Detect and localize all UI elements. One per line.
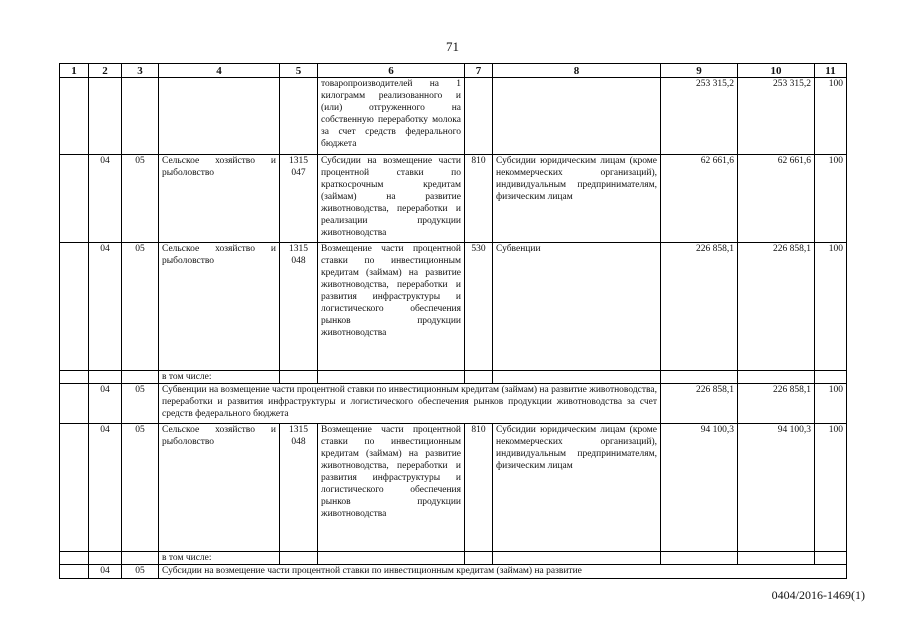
percent-executed: 100 [815, 243, 847, 371]
cell-empty [60, 243, 89, 371]
amount-planned: 226 858,1 [661, 243, 738, 371]
header-cell: 3 [122, 64, 159, 78]
expense-description: Возмещение части процентной ставки по инвестиционным кредитам (займам) на развитие животноводства, переработки и развития инфраструктуры и логистического обеспечения рынков продукции животноводства [318, 424, 465, 552]
document-code: 0404/2016-1469(1) [771, 588, 865, 602]
table-row [60, 78, 847, 155]
amount-planned: 62 661,6 [661, 155, 738, 243]
header-cell: 8 [493, 64, 661, 78]
cell-empty [89, 78, 122, 155]
expense-type-name: Субвенции [493, 243, 661, 371]
header-cell: 11 [815, 64, 847, 78]
expense-type-name: Субсидии юридическим лицам (кроме некоммерческих организаций), индивидуальным предпринимателям, физическим лицам [493, 155, 661, 243]
header-cell: 5 [280, 64, 318, 78]
expense-type-code: 530 [465, 243, 493, 371]
cell-empty [493, 552, 661, 565]
page-number: 71 [446, 39, 459, 54]
cell-empty [318, 552, 465, 565]
table-row [60, 552, 847, 565]
table-row [60, 371, 847, 384]
section-code: 04 [89, 565, 122, 579]
cell-empty [60, 565, 89, 579]
subvention-description: Субвенции на возмещение части процентной ставки по инвестиционным кредитам (займам) на развитие животноводства, переработки и развития инфраструктуры и логистического обеспечения рынков продукции животноводства за счет средств федерального бюджета [159, 384, 661, 424]
section-name: Сельское хозяйство и рыболовство [159, 155, 280, 243]
cell-empty [60, 384, 89, 424]
table-row [60, 243, 847, 371]
amount-planned: 253 315,2 [661, 78, 738, 155]
cell-empty [89, 552, 122, 565]
cell-empty [493, 78, 661, 155]
cell-empty [60, 552, 89, 565]
table-row [60, 155, 847, 243]
expense-type-name: Субсидии юридическим лицам (кроме некоммерческих организаций), индивидуальным предпринимателям, физическим лицам [493, 424, 661, 552]
including-label: в том числе: [159, 371, 280, 384]
cell-empty [89, 371, 122, 384]
header-row [60, 64, 847, 78]
cell-empty [815, 371, 847, 384]
table-row [60, 384, 847, 424]
section-code: 04 [89, 155, 122, 243]
cell-empty [661, 371, 738, 384]
percent-executed: 100 [815, 78, 847, 155]
amount-executed: 62 661,6 [738, 155, 815, 243]
header-cell: 2 [89, 64, 122, 78]
cell-empty [280, 78, 318, 155]
amount-planned: 94 100,3 [661, 424, 738, 552]
header-cell: 10 [738, 64, 815, 78]
cell-empty [815, 552, 847, 565]
percent-executed: 100 [815, 384, 847, 424]
budget-table [59, 63, 847, 579]
cell-empty [122, 371, 159, 384]
cell-empty [280, 552, 318, 565]
cell-empty [661, 552, 738, 565]
cell-empty [60, 371, 89, 384]
amount-executed: 253 315,2 [738, 78, 815, 155]
cell-empty [122, 78, 159, 155]
section-name: Сельское хозяйство и рыболовство [159, 243, 280, 371]
cell-empty [465, 552, 493, 565]
cell-empty [465, 371, 493, 384]
expense-description: товаропроизводителей на 1 килограмм реализованного и (или) отгруженного на собственную переработку молока за счет средств федерального бюджета [318, 78, 465, 155]
header-cell: 1 [60, 64, 89, 78]
expense-type-code: 810 [465, 424, 493, 552]
header-cell: 7 [465, 64, 493, 78]
target-article-code: 1315 048 [280, 243, 318, 371]
cell-empty [159, 78, 280, 155]
amount-executed: 226 858,1 [738, 243, 815, 371]
target-article-code: 1315 048 [280, 424, 318, 552]
cell-empty [318, 371, 465, 384]
subsection-code: 05 [122, 243, 159, 371]
cell-empty [738, 371, 815, 384]
header-cell: 9 [661, 64, 738, 78]
header-cell: 6 [318, 64, 465, 78]
section-code: 04 [89, 424, 122, 552]
section-code: 04 [89, 384, 122, 424]
section-code: 04 [89, 243, 122, 371]
cell-empty [280, 371, 318, 384]
percent-executed: 100 [815, 155, 847, 243]
including-label: в том числе: [159, 552, 280, 565]
header-cell: 4 [159, 64, 280, 78]
cell-empty [60, 155, 89, 243]
amount-planned: 226 858,1 [661, 384, 738, 424]
subsection-code: 05 [122, 565, 159, 579]
cell-empty [122, 552, 159, 565]
cell-empty [465, 78, 493, 155]
subsection-code: 05 [122, 155, 159, 243]
table-row [60, 565, 847, 579]
expense-description: Субсидии на возмещение части процентной ставки по краткосрочным кредитам (займам) на развитие животноводства, переработки и реализации продукции животноводства [318, 155, 465, 243]
table-row [60, 424, 847, 552]
expense-description: Возмещение части процентной ставки по инвестиционным кредитам (займам) на развитие животноводства, переработки и развития инфраструктуры и логистического обеспечения рынков продукции животноводства [318, 243, 465, 371]
cell-empty [60, 424, 89, 552]
subsection-code: 05 [122, 424, 159, 552]
amount-executed: 94 100,3 [738, 424, 815, 552]
percent-executed: 100 [815, 424, 847, 552]
amount-executed: 226 858,1 [738, 384, 815, 424]
target-article-code: 1315 047 [280, 155, 318, 243]
expense-type-code: 810 [465, 155, 493, 243]
subsidy-description: Субсидии на возмещение части процентной ставки по инвестиционным кредитам (займам) на развитие [159, 565, 847, 579]
cell-empty [738, 552, 815, 565]
cell-empty [60, 78, 89, 155]
section-name: Сельское хозяйство и рыболовство [159, 424, 280, 552]
subsection-code: 05 [122, 384, 159, 424]
cell-empty [493, 371, 661, 384]
